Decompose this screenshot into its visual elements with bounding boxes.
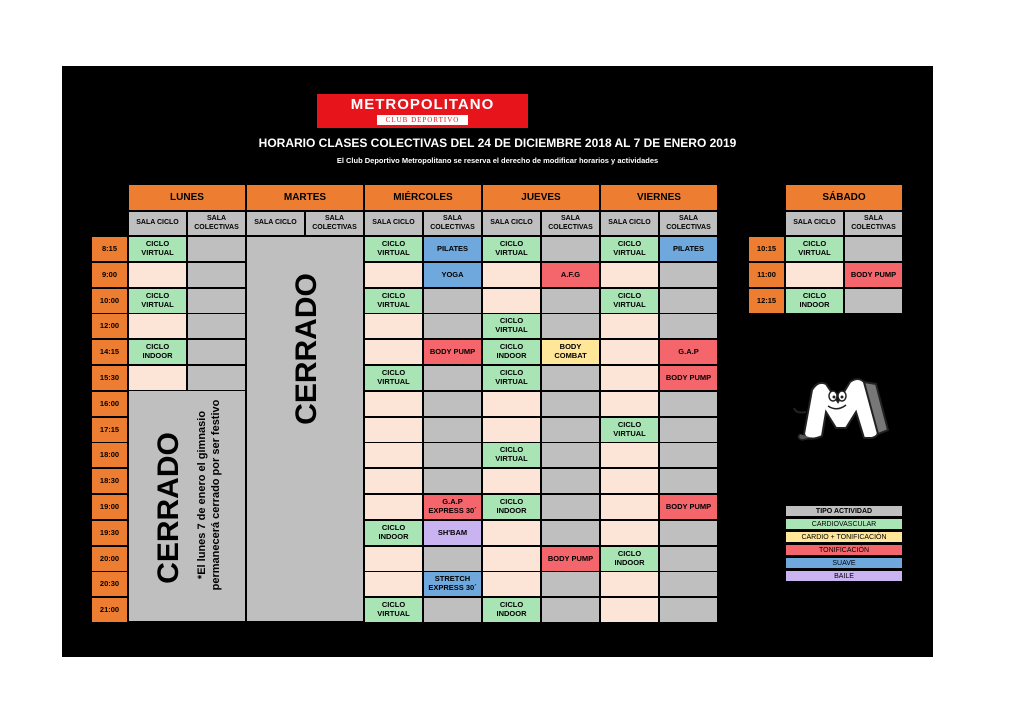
empty-slot xyxy=(659,417,718,443)
empty-slot xyxy=(364,339,423,365)
time-cell: 21:00 xyxy=(91,597,128,623)
empty-slot xyxy=(364,571,423,597)
empty-slot xyxy=(187,313,246,339)
time-cell: 14:15 xyxy=(91,339,128,365)
time-cell: 20:00 xyxy=(91,546,128,572)
empty-slot xyxy=(600,442,659,468)
empty-slot xyxy=(659,313,718,339)
room-header-ciclo: SALA CICLO xyxy=(785,211,844,236)
class-slot: CICLO VIRTUAL xyxy=(482,236,541,262)
time-cell: 20:30 xyxy=(91,571,128,597)
empty-slot xyxy=(659,468,718,494)
empty-slot xyxy=(423,468,482,494)
empty-slot xyxy=(423,365,482,391)
class-slot: CICLO VIRTUAL xyxy=(128,288,187,314)
empty-slot xyxy=(659,442,718,468)
class-slot: G.A.P xyxy=(659,339,718,365)
empty-slot xyxy=(785,262,844,288)
empty-slot xyxy=(600,339,659,365)
class-slot: CICLO VIRTUAL xyxy=(128,236,187,262)
empty-slot xyxy=(423,442,482,468)
empty-slot xyxy=(187,236,246,262)
legend-item-baile: BAILE xyxy=(785,570,903,582)
class-slot: BODY PUMP xyxy=(423,339,482,365)
time-cell: 15:30 xyxy=(91,365,128,391)
legend-item-tonif: TONIFICACIÓN xyxy=(785,544,903,556)
room-header-colectivas: SALA COLECTIVAS xyxy=(541,211,600,236)
empty-slot xyxy=(482,546,541,572)
class-slot: CICLO VIRTUAL xyxy=(600,417,659,443)
day-header-3: JUEVES xyxy=(482,184,600,211)
lunes-closed-text: CERRADO xyxy=(152,432,185,584)
empty-slot xyxy=(364,313,423,339)
time-cell: 8:15 xyxy=(91,236,128,262)
empty-slot xyxy=(600,468,659,494)
room-header-ciclo: SALA CICLO xyxy=(128,211,187,236)
empty-slot xyxy=(187,339,246,365)
saturday-time-cell: 11:00 xyxy=(748,262,785,288)
saturday-class-slot: BODY PUMP xyxy=(844,262,903,288)
time-cell: 16:00 xyxy=(91,391,128,417)
class-slot: CICLO VIRTUAL xyxy=(482,313,541,339)
saturday-class-slot: CICLO INDOOR xyxy=(785,288,844,314)
class-slot: CICLO INDOOR xyxy=(364,520,423,546)
empty-slot xyxy=(600,571,659,597)
empty-slot xyxy=(364,262,423,288)
legend-item-cardiotonif: CARDIO + TONIFICACIÓN xyxy=(785,531,903,543)
lunes-closed-block xyxy=(128,390,246,622)
club-logo xyxy=(317,94,528,128)
time-cell: 10:00 xyxy=(91,288,128,314)
empty-slot xyxy=(600,365,659,391)
mascot-illustration xyxy=(792,372,892,444)
empty-slot xyxy=(541,236,600,262)
class-slot: BODY PUMP xyxy=(659,365,718,391)
time-cell: 17:15 xyxy=(91,417,128,443)
class-slot: CICLO VIRTUAL xyxy=(364,597,423,623)
page-subtitle: El Club Deportivo Metropolitano se reserva el derecho de modificar horarios y actividades xyxy=(336,156,659,165)
empty-slot xyxy=(659,571,718,597)
empty-slot xyxy=(187,365,246,391)
class-slot: CICLO INDOOR xyxy=(482,339,541,365)
room-header-ciclo: SALA CICLO xyxy=(600,211,659,236)
empty-slot xyxy=(128,262,187,288)
empty-slot xyxy=(659,288,718,314)
day-header-4: VIERNES xyxy=(600,184,718,211)
empty-slot xyxy=(187,288,246,314)
time-cell: 18:30 xyxy=(91,468,128,494)
empty-slot xyxy=(128,313,187,339)
empty-slot xyxy=(541,288,600,314)
day-header-0: LUNES xyxy=(128,184,246,211)
page-title: HORARIO CLASES COLECTIVAS DEL 24 DE DICIEMBRE 2018 AL 7 DE ENERO 2019 xyxy=(258,136,737,150)
class-slot: PILATES xyxy=(659,236,718,262)
saturday-header: SÁBADO xyxy=(785,184,903,211)
room-header-colectivas: SALA COLECTIVAS xyxy=(423,211,482,236)
class-slot: PILATES xyxy=(423,236,482,262)
room-header-ciclo: SALA CICLO xyxy=(246,211,305,236)
empty-slot xyxy=(541,494,600,520)
class-slot: STRETCH EXPRESS 30´ xyxy=(423,571,482,597)
class-slot: CICLO VIRTUAL xyxy=(482,365,541,391)
empty-slot xyxy=(364,417,423,443)
room-header-colectivas: SALA COLECTIVAS xyxy=(659,211,718,236)
empty-slot xyxy=(423,313,482,339)
empty-slot xyxy=(423,546,482,572)
empty-slot xyxy=(600,520,659,546)
empty-slot xyxy=(423,288,482,314)
saturday-time-cell: 10:15 xyxy=(748,236,785,262)
lunes-closed-note-1: *El lunes 7 de enero el gimnasio xyxy=(196,410,208,580)
empty-slot xyxy=(600,391,659,417)
time-cell: 19:30 xyxy=(91,520,128,546)
empty-slot xyxy=(541,417,600,443)
martes-closed-block xyxy=(246,236,364,622)
saturday-time-cell: 12:15 xyxy=(748,288,785,314)
legend-item-cardio: CARDIOVASCULAR xyxy=(785,518,903,530)
class-slot: CICLO INDOOR xyxy=(482,597,541,623)
empty-slot xyxy=(600,597,659,623)
empty-slot xyxy=(364,468,423,494)
empty-slot xyxy=(364,546,423,572)
class-slot: CICLO VIRTUAL xyxy=(364,365,423,391)
class-slot: G.A.P EXPRESS 30´ xyxy=(423,494,482,520)
empty-slot xyxy=(600,494,659,520)
empty-slot xyxy=(659,597,718,623)
empty-slot xyxy=(541,468,600,494)
empty-slot xyxy=(482,417,541,443)
empty-slot xyxy=(423,597,482,623)
class-slot: YOGA xyxy=(423,262,482,288)
class-slot: CICLO VIRTUAL xyxy=(364,236,423,262)
class-slot: CICLO VIRTUAL xyxy=(600,288,659,314)
day-header-2: MIÉRCOLES xyxy=(364,184,482,211)
class-slot: CICLO VIRTUAL xyxy=(600,236,659,262)
logo-tagline: CLUB DEPORTIVO xyxy=(377,115,468,125)
class-slot: CICLO INDOOR xyxy=(600,546,659,572)
lunes-closed-note-2: permanecerá cerrado por ser festivo xyxy=(210,399,222,591)
room-header-colectivas: SALA COLECTIVAS xyxy=(844,211,903,236)
empty-slot xyxy=(600,313,659,339)
class-slot: BODY COMBAT xyxy=(541,339,600,365)
empty-slot xyxy=(541,520,600,546)
time-cell: 9:00 xyxy=(91,262,128,288)
empty-slot xyxy=(844,288,903,314)
empty-slot xyxy=(187,262,246,288)
empty-slot xyxy=(659,391,718,417)
empty-slot xyxy=(659,262,718,288)
class-slot: CICLO VIRTUAL xyxy=(364,288,423,314)
empty-slot xyxy=(541,313,600,339)
logo-name: METROPOLITANO xyxy=(350,96,495,113)
empty-slot xyxy=(423,417,482,443)
class-slot: A.F.G xyxy=(541,262,600,288)
empty-slot xyxy=(128,365,187,391)
room-header-colectivas: SALA COLECTIVAS xyxy=(187,211,246,236)
empty-slot xyxy=(541,365,600,391)
empty-slot xyxy=(541,442,600,468)
time-cell: 18:00 xyxy=(91,442,128,468)
class-slot: BODY PUMP xyxy=(659,494,718,520)
empty-slot xyxy=(659,520,718,546)
empty-slot xyxy=(541,571,600,597)
class-slot: CICLO INDOOR xyxy=(482,494,541,520)
class-slot: BODY PUMP xyxy=(541,546,600,572)
room-header-ciclo: SALA CICLO xyxy=(482,211,541,236)
class-slot: SH'BAM xyxy=(423,520,482,546)
class-slot: CICLO INDOOR xyxy=(128,339,187,365)
legend-item-suave: SUAVE xyxy=(785,557,903,569)
day-header-1: MARTES xyxy=(246,184,364,211)
empty-slot xyxy=(541,391,600,417)
room-header-ciclo: SALA CICLO xyxy=(364,211,423,236)
empty-slot xyxy=(659,546,718,572)
empty-slot xyxy=(482,520,541,546)
empty-slot xyxy=(482,391,541,417)
class-slot: CICLO VIRTUAL xyxy=(482,442,541,468)
empty-slot xyxy=(364,442,423,468)
empty-slot xyxy=(364,391,423,417)
legend-title: TIPO ACTIVIDAD xyxy=(785,505,903,517)
saturday-class-slot: CICLO VIRTUAL xyxy=(785,236,844,262)
empty-slot xyxy=(541,597,600,623)
time-cell: 19:00 xyxy=(91,494,128,520)
martes-closed-text: CERRADO xyxy=(290,273,323,425)
empty-slot xyxy=(364,494,423,520)
empty-slot xyxy=(600,262,659,288)
time-cell: 12:00 xyxy=(91,313,128,339)
empty-slot xyxy=(423,391,482,417)
empty-slot xyxy=(482,571,541,597)
empty-slot xyxy=(482,468,541,494)
room-header-colectivas: SALA COLECTIVAS xyxy=(305,211,364,236)
empty-slot xyxy=(482,262,541,288)
empty-slot xyxy=(482,288,541,314)
empty-slot xyxy=(844,236,903,262)
